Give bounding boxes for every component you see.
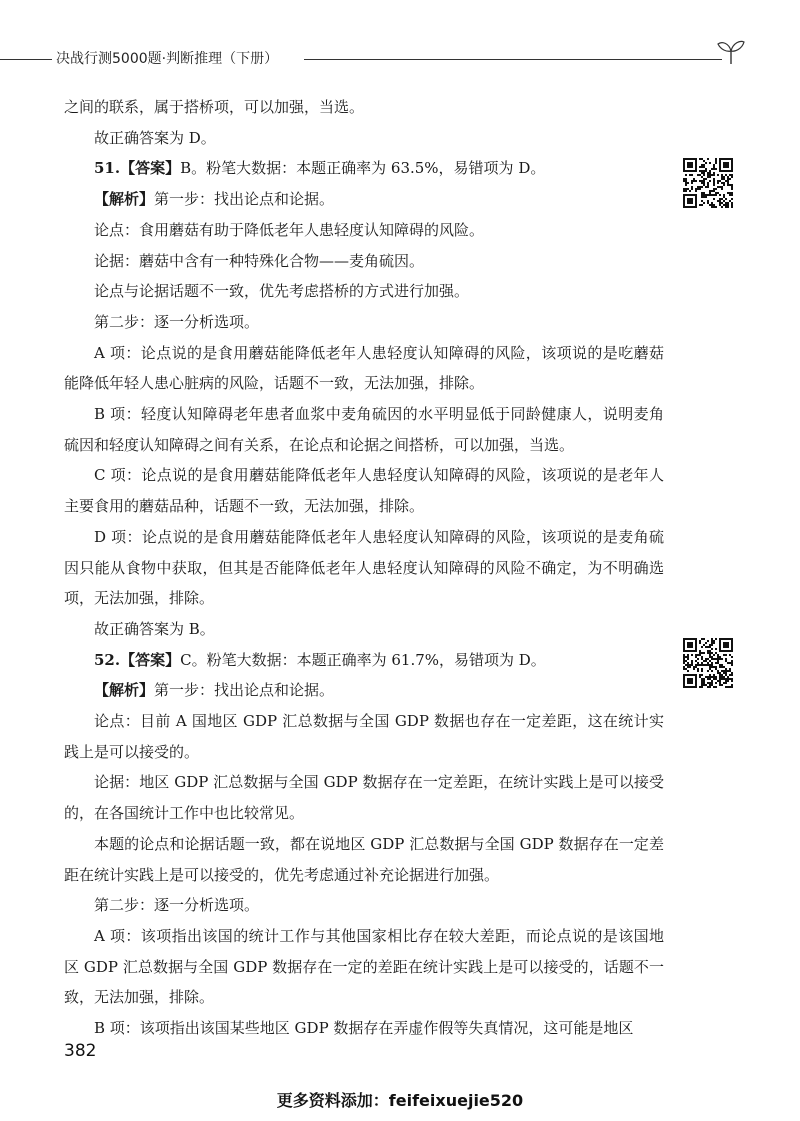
answer-label: 52.【答案】 [94, 650, 181, 669]
paragraph [64, 767, 664, 828]
answer-label: 51.【答案】 [94, 159, 181, 178]
paragraph [64, 215, 664, 246]
paragraph [64, 1013, 664, 1044]
header-rule-left [0, 59, 52, 60]
paragraph-text: 之间的联系，属于搭桥项，可以加强，当选。 [64, 98, 365, 116]
paragraph-text: 第一步：找出论点和论据。 [154, 190, 335, 209]
paragraph [64, 645, 664, 676]
paragraph [64, 921, 664, 1013]
paragraph [64, 307, 664, 338]
paragraph-text: 故正确答案为 D。 [94, 128, 216, 147]
paragraph-text: D 项：论点说的是食用蘑菇能降低老年人患轻度认知障碍的风险，该项说的是麦角硫因只能从食物中获取，但其是否能降低老年人患轻度认知障碍的风险不确定，为不明确选项，无法加强，排除。 [64, 527, 664, 608]
running-header [0, 44, 800, 72]
page-number: 382 [64, 1041, 97, 1061]
paragraph-text: 论据：地区 GDP 汇总数据与全国 GDP 数据存在一定差距，在统计实践上是可以接受的，在各国统计工作中也比较常见。 [64, 773, 664, 823]
paragraph-text: 论点与论据话题不一致，优先考虑搭桥的方式进行加强。 [94, 282, 470, 301]
paragraph-text: 第二步：逐一分析选项。 [94, 896, 260, 915]
paragraph [64, 246, 664, 277]
paragraph [64, 829, 664, 890]
paragraph [64, 460, 664, 521]
paragraph-text: B。粉笔大数据：本题正确率为 63.5%，易错项为 D。 [180, 159, 546, 178]
paragraph [64, 184, 664, 215]
explanation-text [64, 92, 664, 1044]
paragraph [64, 338, 664, 399]
header-rule-right [304, 59, 722, 60]
footer-note: 更多资料添加：feifeixuejie520 [276, 1091, 524, 1110]
paragraph-text: 本题的论点和论据话题一致，都在说地区 GDP 汇总数据与全国 GDP 数据存在一定差距在统计实践上是可以接受的，优先考虑通过补充论据进行加强。 [64, 834, 664, 884]
book-title: 决战行测5000题·判断推理（下册） [56, 51, 279, 67]
qr-code-icon[interactable] [683, 638, 733, 688]
paragraph [64, 92, 664, 123]
paragraph [64, 890, 664, 921]
paragraph-text: C。粉笔大数据：本题正确率为 61.7%，易错项为 D。 [180, 650, 546, 669]
paragraph-text: 论据：蘑菇中含有一种特殊化合物——麦角硫因。 [94, 251, 425, 270]
paragraph [64, 675, 664, 706]
paragraph-text: 第一步：找出论点和论据。 [154, 681, 335, 700]
paragraph [64, 706, 664, 767]
paragraph-text: A 项：该项指出该国的统计工作与其他国家相比存在较大差距，而论点说的是该国地区 GDP 汇总数据与全国 GDP 数据存在一定的差距在统计实践上是可以接受的，话题不一致，无法加强，排除。 [64, 926, 664, 1007]
answer-label: 【解析】 [94, 681, 155, 700]
paragraph [64, 276, 664, 307]
paragraph-text: C 项：论点说的是食用蘑菇能降低老年人患轻度认知障碍的风险，该项说的是老年人主要食用的蘑菇品种，话题不一致，无法加强，排除。 [64, 466, 664, 516]
paragraph-text: 第二步：逐一分析选项。 [94, 312, 260, 331]
paragraph [64, 614, 664, 645]
paragraph-text: B 项：该项指出该国某些地区 GDP 数据存在弄虚作假等失真情况，这可能是地区 [94, 1019, 634, 1038]
paragraph [64, 399, 664, 460]
paragraph [64, 522, 664, 614]
paragraph-text: A 项：论点说的是食用蘑菇能降低老年人患轻度认知障碍的风险，该项说的是吃蘑菇能降低年轻人患心脏病的风险，话题不一致，无法加强，排除。 [64, 343, 664, 393]
paragraph-text: 论点：食用蘑菇有助于降低老年人患轻度认知障碍的风险。 [94, 220, 485, 239]
paragraph-text: 故正确答案为 B。 [94, 619, 215, 638]
paragraph [64, 123, 664, 154]
answer-label: 【解析】 [94, 190, 155, 209]
paragraph [64, 153, 664, 184]
paragraph-text: B 项：轻度认知障碍老年患者血浆中麦角硫因的水平明显低于同龄健康人，说明麦角硫因和轻度认知障碍之间有关系，在论点和论据之间搭桥，可以加强，当选。 [64, 405, 664, 454]
paragraph-text: 论点：目前 A 国地区 GDP 汇总数据与全国 GDP 数据也存在一定差距，这在统计实践上是可以接受的。 [64, 712, 664, 761]
qr-code-icon[interactable] [683, 158, 733, 208]
sprout-icon [716, 38, 746, 64]
